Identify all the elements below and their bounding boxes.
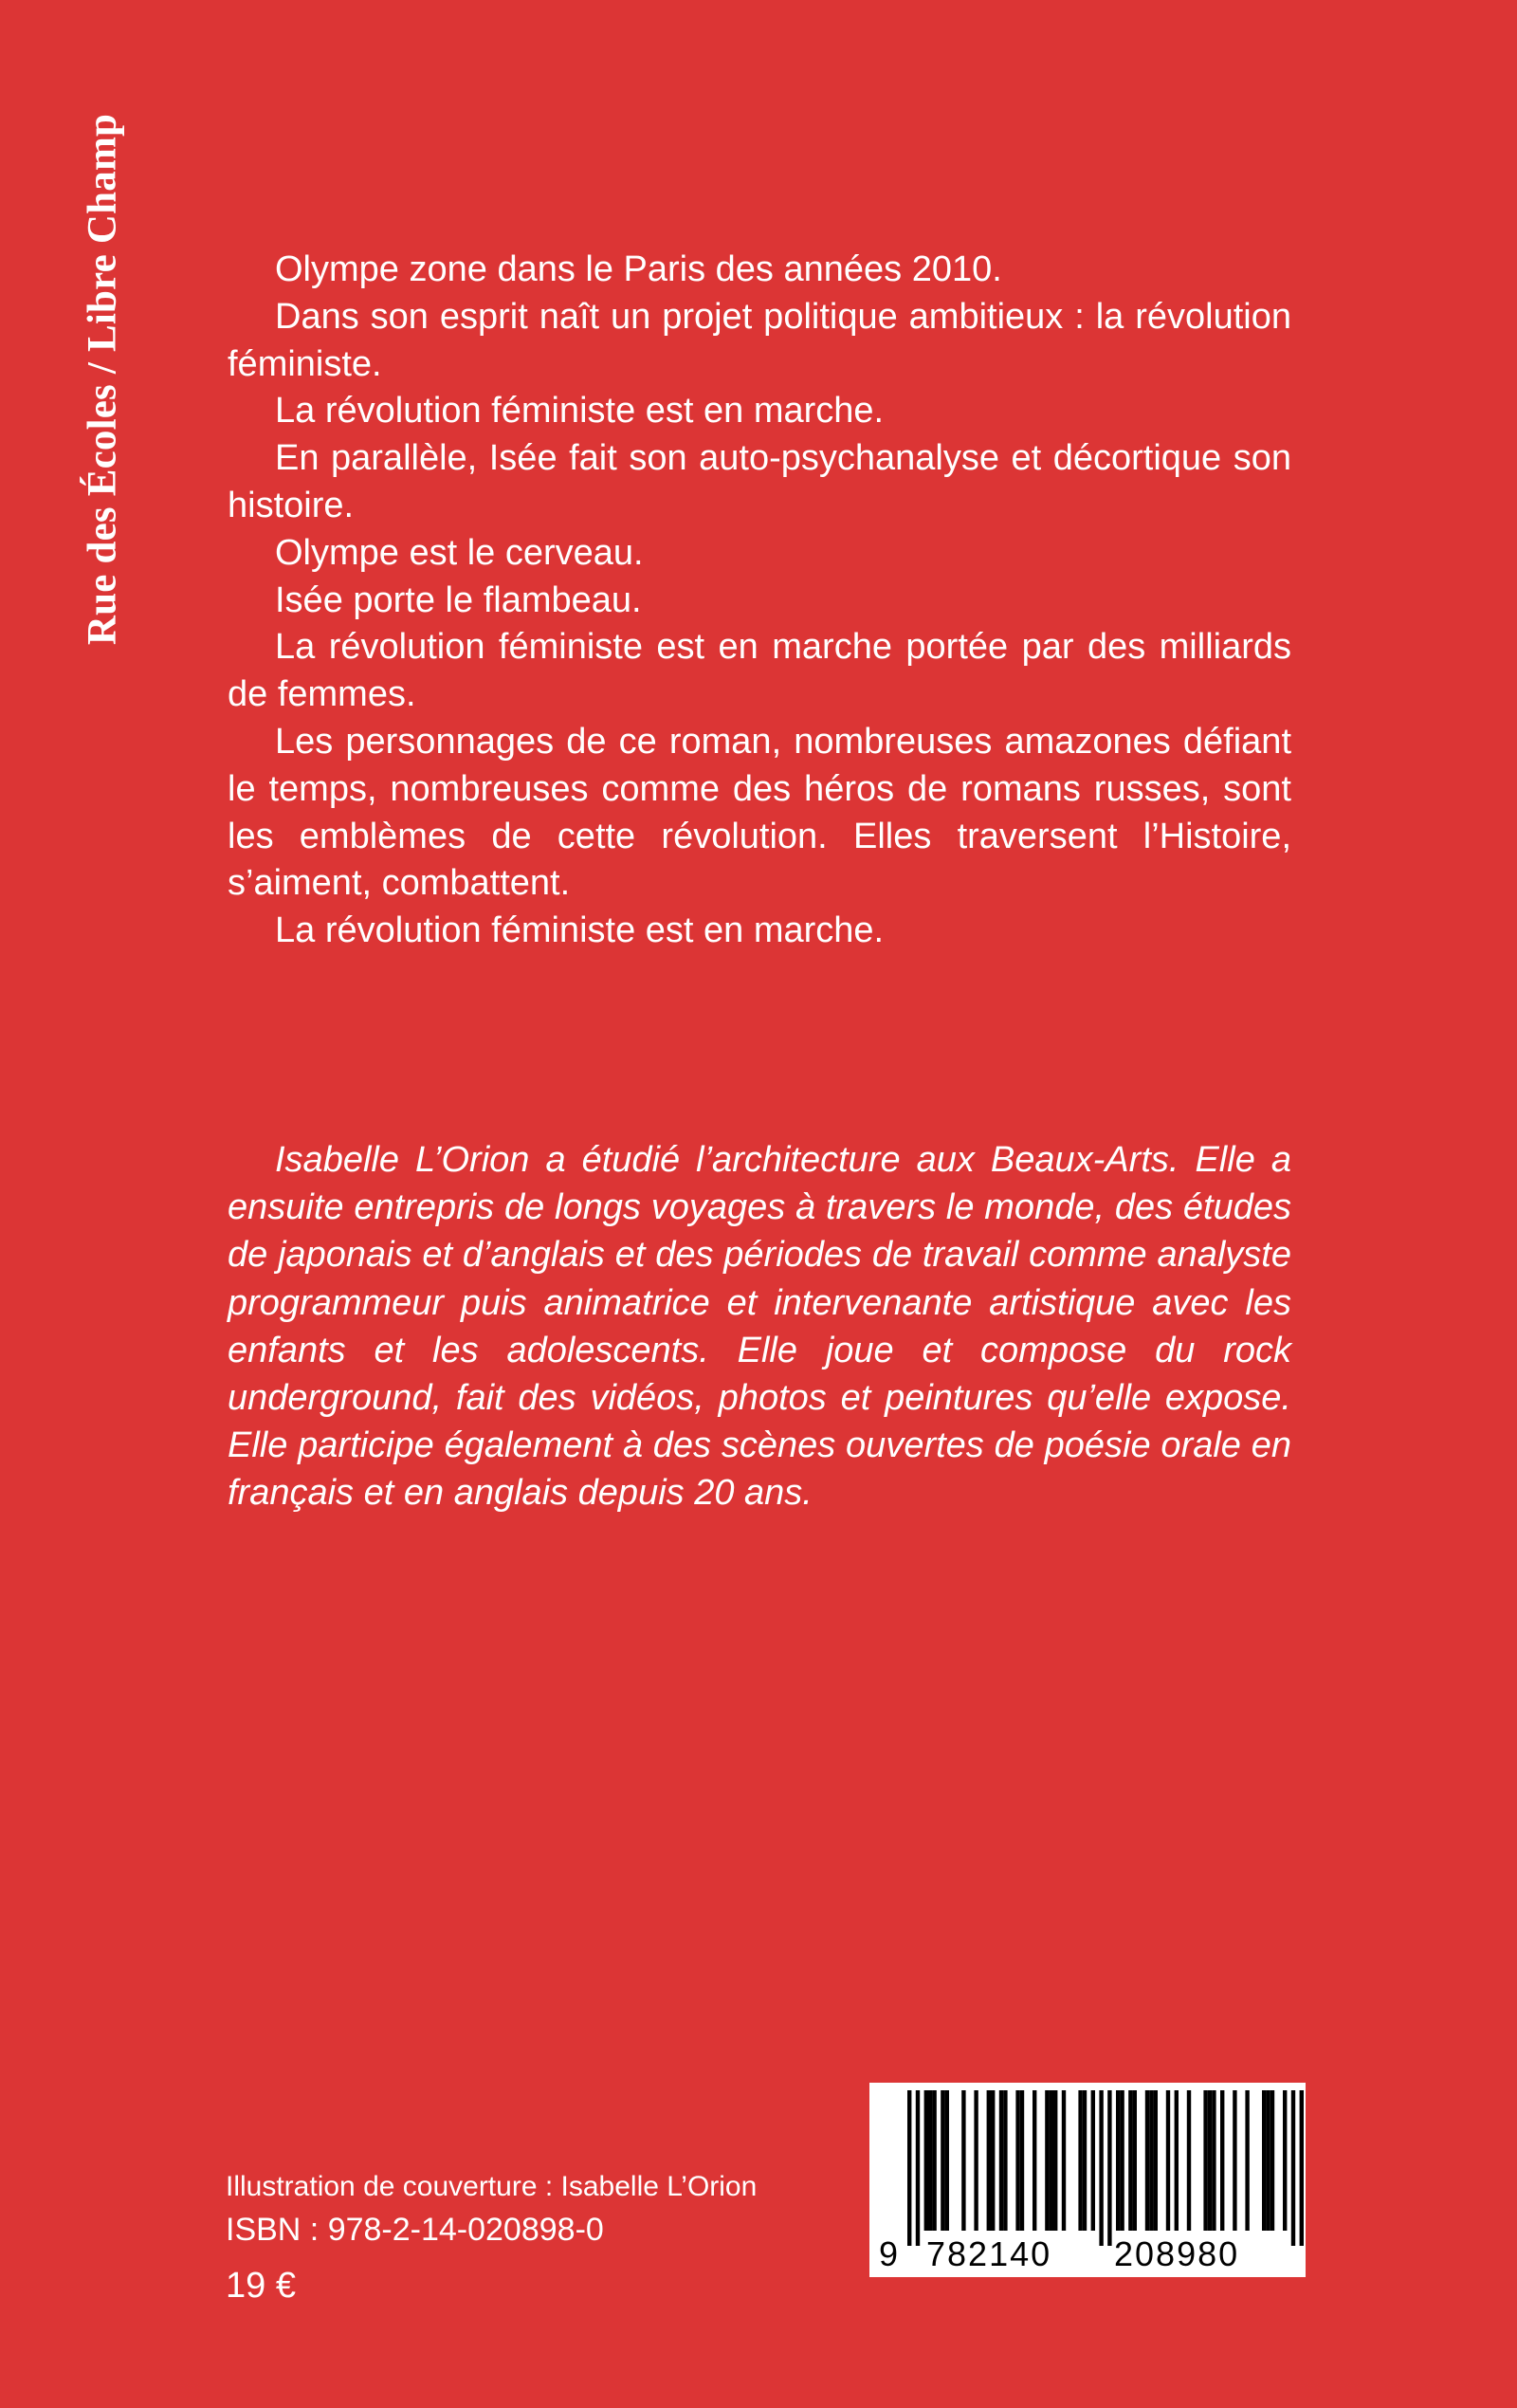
synopsis-paragraph: Les personnages de ce roman, nombreuses amazones défiant le temps, nombreuses comme des héros de romans russes, sont les emblèmes de cette révolution. Elles traversent l’Histoire, s’aiment, combattent. <box>228 721 1291 904</box>
illustration-credit: Illustration de couverture : Isabelle L’Orion <box>226 2171 758 2202</box>
barcode-bar <box>1266 2090 1270 2231</box>
barcode-bar <box>1149 2090 1153 2231</box>
barcode-bar <box>941 2090 944 2231</box>
barcode-digits-left: 782140 <box>926 2234 1052 2273</box>
barcode-bar <box>1045 2090 1049 2231</box>
barcode-bar <box>1091 2090 1095 2231</box>
barcode-bar <box>999 2090 1003 2231</box>
barcode-digits <box>869 2233 1306 2275</box>
isbn: ISBN : 978-2-14-020898-0 <box>226 2212 604 2248</box>
barcode-guard-bar <box>907 2090 911 2246</box>
barcode-bar <box>1015 2090 1019 2231</box>
barcode-bar <box>1078 2090 1082 2231</box>
barcode-bar <box>932 2090 936 2231</box>
barcode-bar <box>1220 2090 1224 2231</box>
collection-label: Rue des Écoles / Libre Champ <box>80 113 125 646</box>
synopsis-paragraph: La révolution féministe est en marche portée par des milliards de femmes. <box>228 627 1291 715</box>
barcode-bar <box>1187 2090 1191 2231</box>
barcode-bar <box>1212 2090 1215 2231</box>
barcode-bar <box>991 2090 995 2231</box>
barcode-guard-bar <box>1300 2090 1304 2246</box>
synopsis-paragraph: Dans son esprit naît un projet politique ambitieux : la révolution féministe. <box>228 296 1291 384</box>
credits-block <box>226 2167 757 2309</box>
barcode <box>869 2083 1306 2277</box>
barcode-bar <box>1120 2090 1124 2231</box>
barcode-bar <box>1003 2090 1007 2231</box>
synopsis-paragraph: Isée porte le flambeau. <box>275 579 642 620</box>
barcode-bar <box>1083 2090 1087 2231</box>
barcode-bar <box>1053 2090 1057 2231</box>
barcode-bar <box>1154 2090 1158 2231</box>
synopsis <box>228 247 1291 955</box>
barcode-bar <box>924 2090 928 2231</box>
barcode-bar <box>1245 2090 1249 2231</box>
barcode-bar <box>945 2090 949 2231</box>
barcode-guard-bar <box>1291 2090 1295 2246</box>
barcode-bar <box>1020 2090 1024 2231</box>
synopsis-paragraph: La révolution féministe est en marche. <box>275 391 885 432</box>
barcode-bar <box>1283 2090 1287 2231</box>
barcode-bar <box>928 2090 932 2231</box>
barcode-bar <box>1270 2090 1274 2231</box>
barcode-bar <box>1166 2090 1170 2231</box>
barcode-bar <box>1116 2090 1120 2231</box>
synopsis-paragraph: La révolution féministe est en marche. <box>275 910 885 951</box>
barcode-bar <box>1262 2090 1266 2231</box>
price: 19 € <box>226 2266 296 2306</box>
barcode-bar <box>1175 2090 1179 2231</box>
barcode-bar <box>1145 2090 1149 2231</box>
author-bio: Isabelle L’Orion a étudié l’architecture aux Beaux-Arts. Elle a ensuite entrepris de longs voyages à travers le monde, des études de japonais et d’anglais et des périodes de travail comme analyste programmeur puis animatrice et intervenante artistique avec les enfants et les adolescents. Elle joue et compose du rock underground, fait des vidéos, photos et peintures qu’elle expose. Elle participe également à des scènes ouvertes de poésie orale en français et en anglais depuis 20 ans. <box>228 1140 1291 1514</box>
barcode-bar <box>1208 2090 1212 2231</box>
barcode-bar <box>1233 2090 1236 2231</box>
barcode-guard-bar <box>1099 2090 1103 2246</box>
synopsis-paragraph: Olympe est le cerveau. <box>275 532 644 573</box>
barcode-digit-first: 9 <box>879 2234 899 2273</box>
synopsis-paragraph: En parallèle, Isée fait son auto-psychanalyse et décortique son histoire. <box>228 438 1291 525</box>
barcode-bar <box>1033 2090 1036 2231</box>
barcode-bar <box>1128 2090 1132 2231</box>
barcode-guard-bar <box>1107 2090 1111 2246</box>
barcode-bar <box>1133 2090 1137 2231</box>
barcode-bar <box>987 2090 991 2231</box>
barcode-bar <box>1050 2090 1053 2231</box>
barcode-guard-bar <box>916 2090 920 2246</box>
barcode-bar <box>961 2090 965 2231</box>
barcode-digits-right: 208980 <box>1114 2234 1240 2273</box>
barcode-bar <box>1062 2090 1066 2231</box>
barcode-bar <box>974 2090 978 2231</box>
barcode-bar <box>1203 2090 1207 2231</box>
synopsis-paragraph: Olympe zone dans le Paris des années 2010. <box>275 249 1002 289</box>
